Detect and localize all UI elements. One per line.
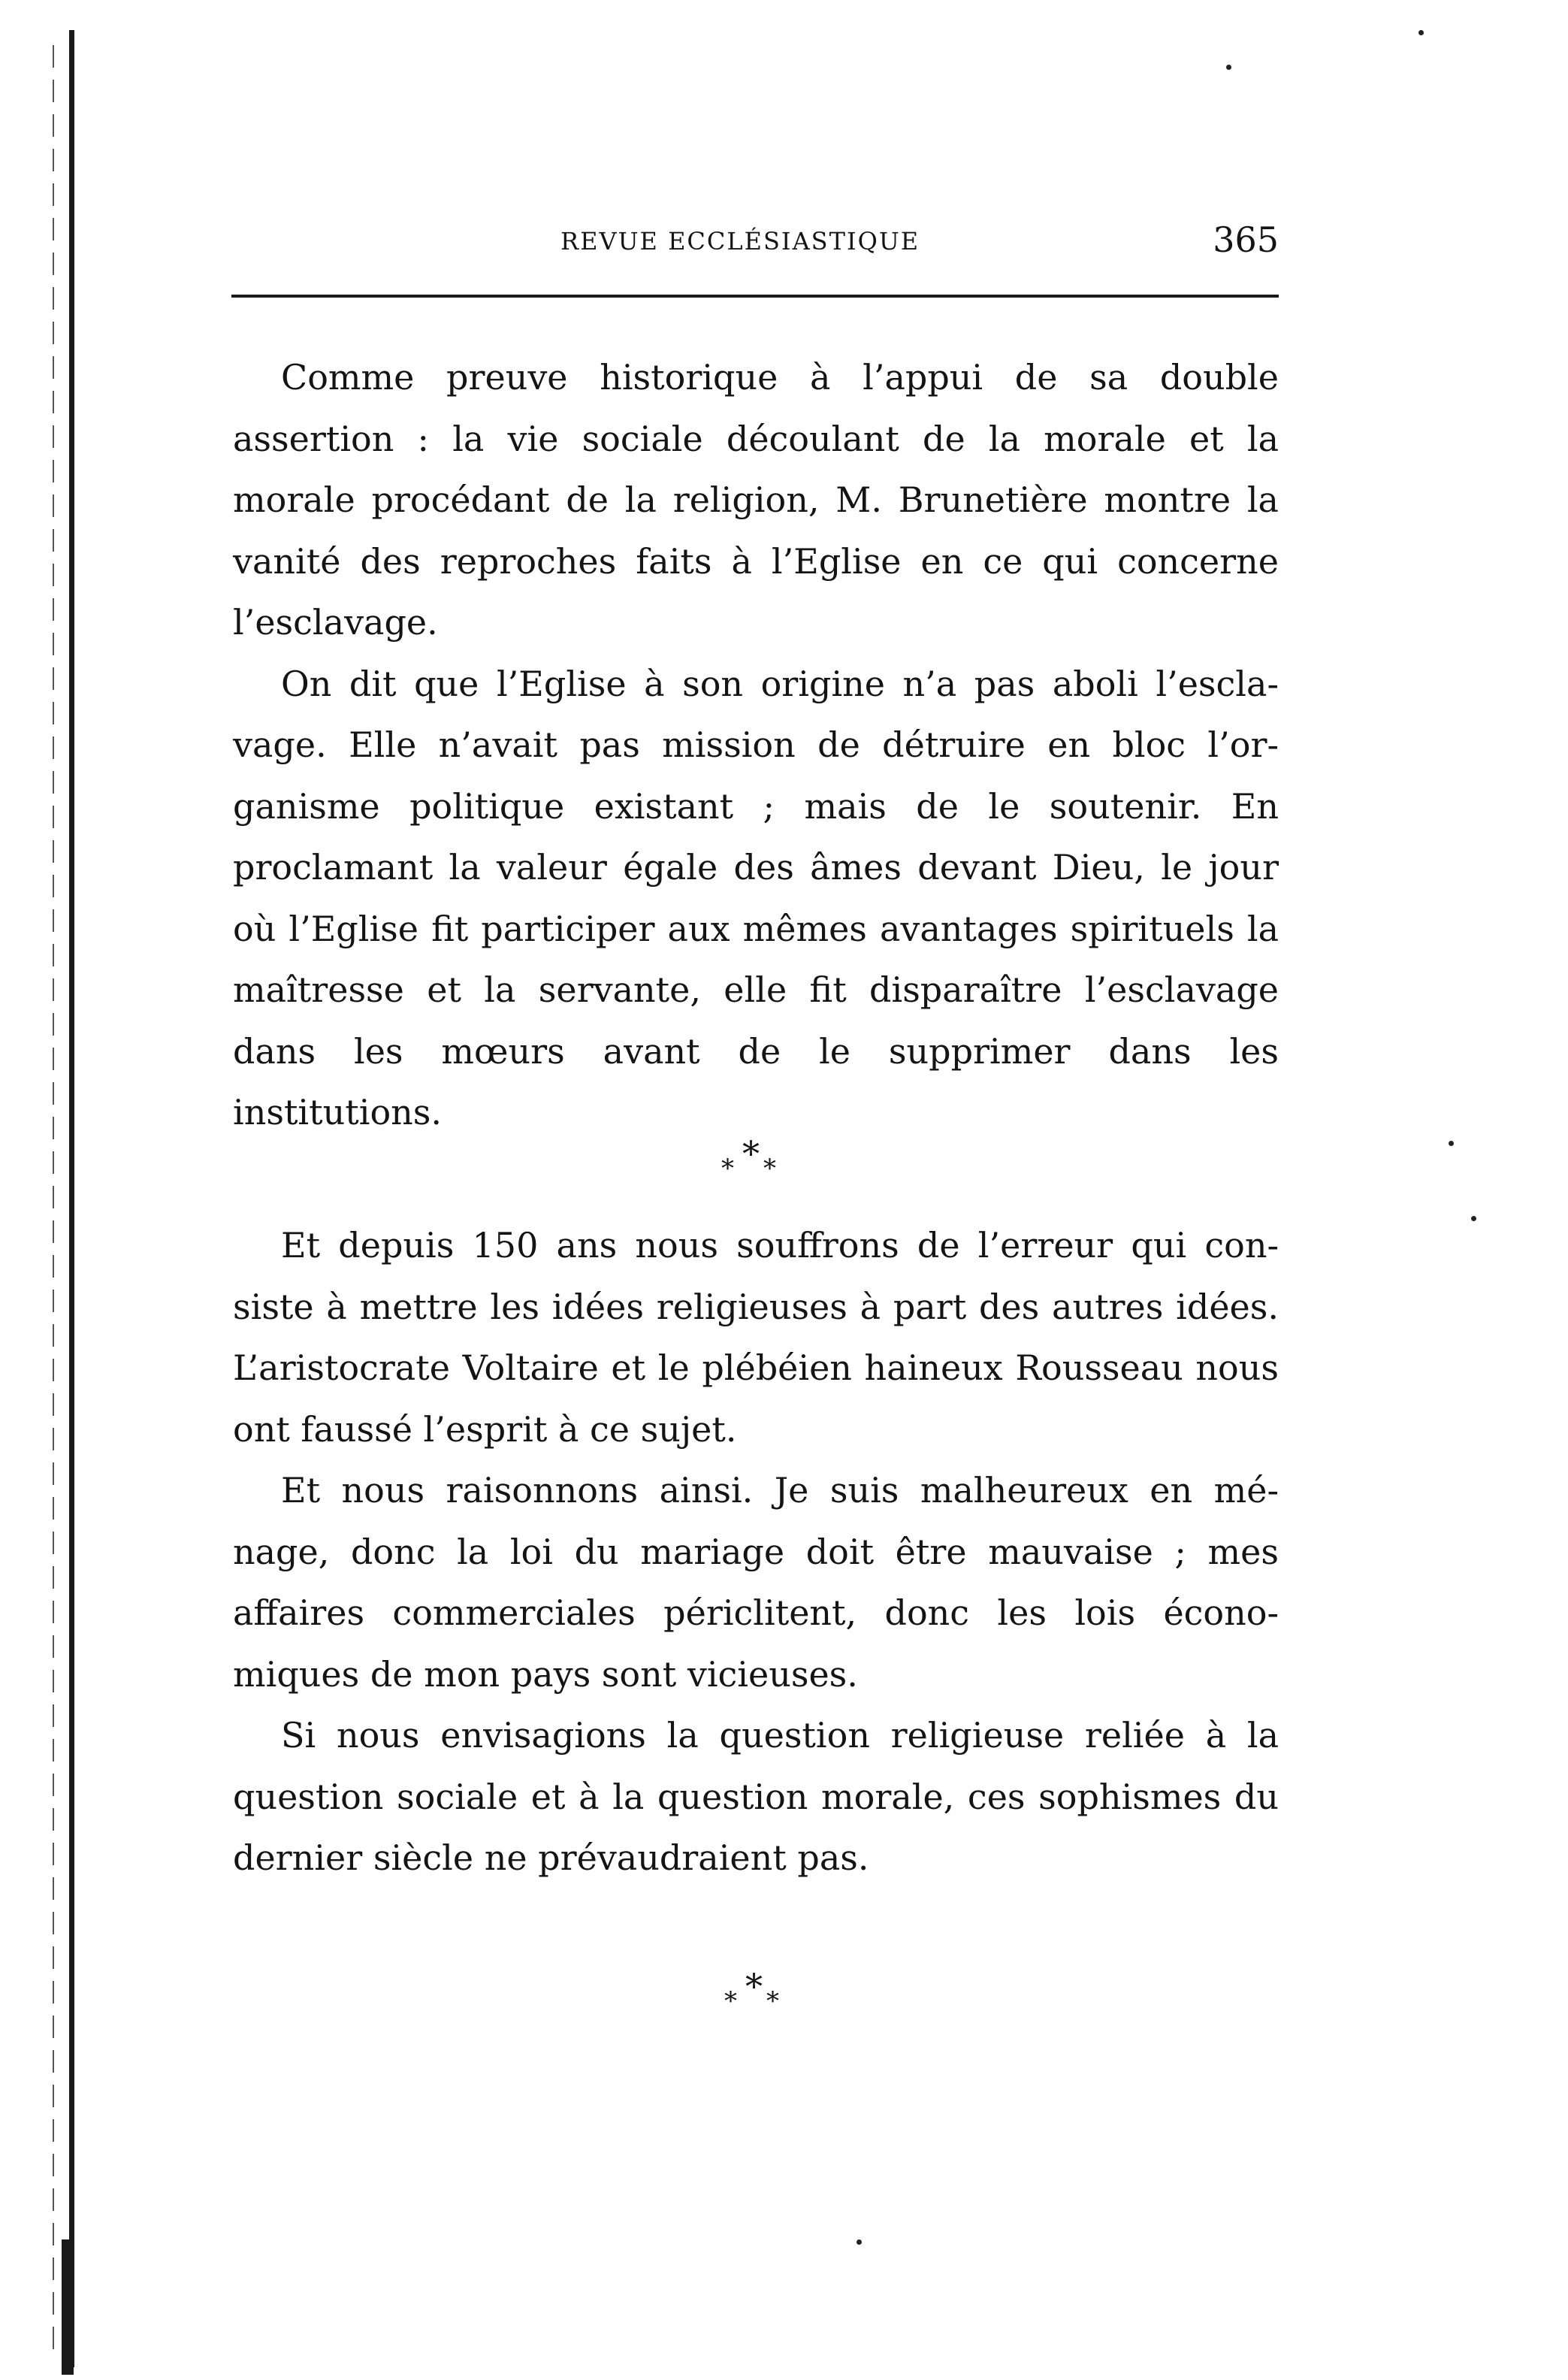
asterism-star: * — [745, 1966, 763, 2007]
asterism-star: * — [766, 1986, 779, 2016]
text-section-2 — [233, 1215, 1279, 1889]
scan-speck — [1449, 1141, 1454, 1146]
paragraph: Et depuis 150 ans nous souffrons de l’erreur qui consiste à mettre les idées religieuses à part des autres idées. L’aristocrate Voltaire et le plébéien haineux Rousseau nous ont faussé l’esprit à ce sujet. — [233, 1225, 1279, 1450]
running-head — [231, 219, 1279, 265]
paragraph: Et nous raisonnons ainsi. Je suis malheureux en ménage, donc la loi du mariage doit être mauvaise ; mes affaires commerciales périclitent, donc les lois économiques de mon pays sont vicieuses. — [233, 1470, 1279, 1695]
asterism-star: * — [763, 1154, 776, 1184]
scan-speck — [857, 2239, 862, 2245]
section-break-asterism — [703, 1966, 808, 2022]
paragraph: Si nous envisagions la question religieuse reliée à la question sociale et à la question morale, ces sophismes du dernier siècle ne prévaudraient pas. — [233, 1715, 1279, 1878]
scan-gutter-shadow — [53, 45, 54, 2360]
paragraph: Comme preuve historique à l’appui de sa double assertion : la vie sociale découlant de la morale et la morale procédant de la religion, M. Brunetière montre la vanité des reproches faits à l’Eglise en ce qui concerne l’esclavage. — [233, 357, 1279, 643]
asterism-star: * — [742, 1133, 760, 1174]
scan-binding-bleed — [62, 2239, 74, 2375]
page-number: 365 — [1213, 219, 1279, 260]
section-break-asterism — [700, 1133, 805, 1189]
scan-speck — [1471, 1216, 1476, 1221]
text-section-1 — [233, 347, 1279, 1144]
asterism-star: * — [724, 1986, 737, 2016]
asterism-star: * — [721, 1154, 734, 1184]
paragraph: On dit que l’Eglise à son origine n’a pas aboli l’esclavage. Elle n’avait pas mission de détruire en bloc l’organisme politique existant ; mais de le soutenir. En proclamant la valeur égale des âmes devant Dieu, le jour où l’Eglise fit participer aux mêmes avantages spirituels la maîtresse et la servante, elle fit disparaître l’esclavage dans les mœurs avant de le supprimer dans les institutions. — [233, 663, 1279, 1133]
running-title: REVUE ECCLÉSIASTIQUE — [560, 227, 920, 256]
scan-speck — [1226, 65, 1231, 70]
header-rule — [231, 295, 1279, 298]
scan-speck — [1418, 30, 1424, 35]
scan-binding-edge — [69, 30, 74, 2367]
